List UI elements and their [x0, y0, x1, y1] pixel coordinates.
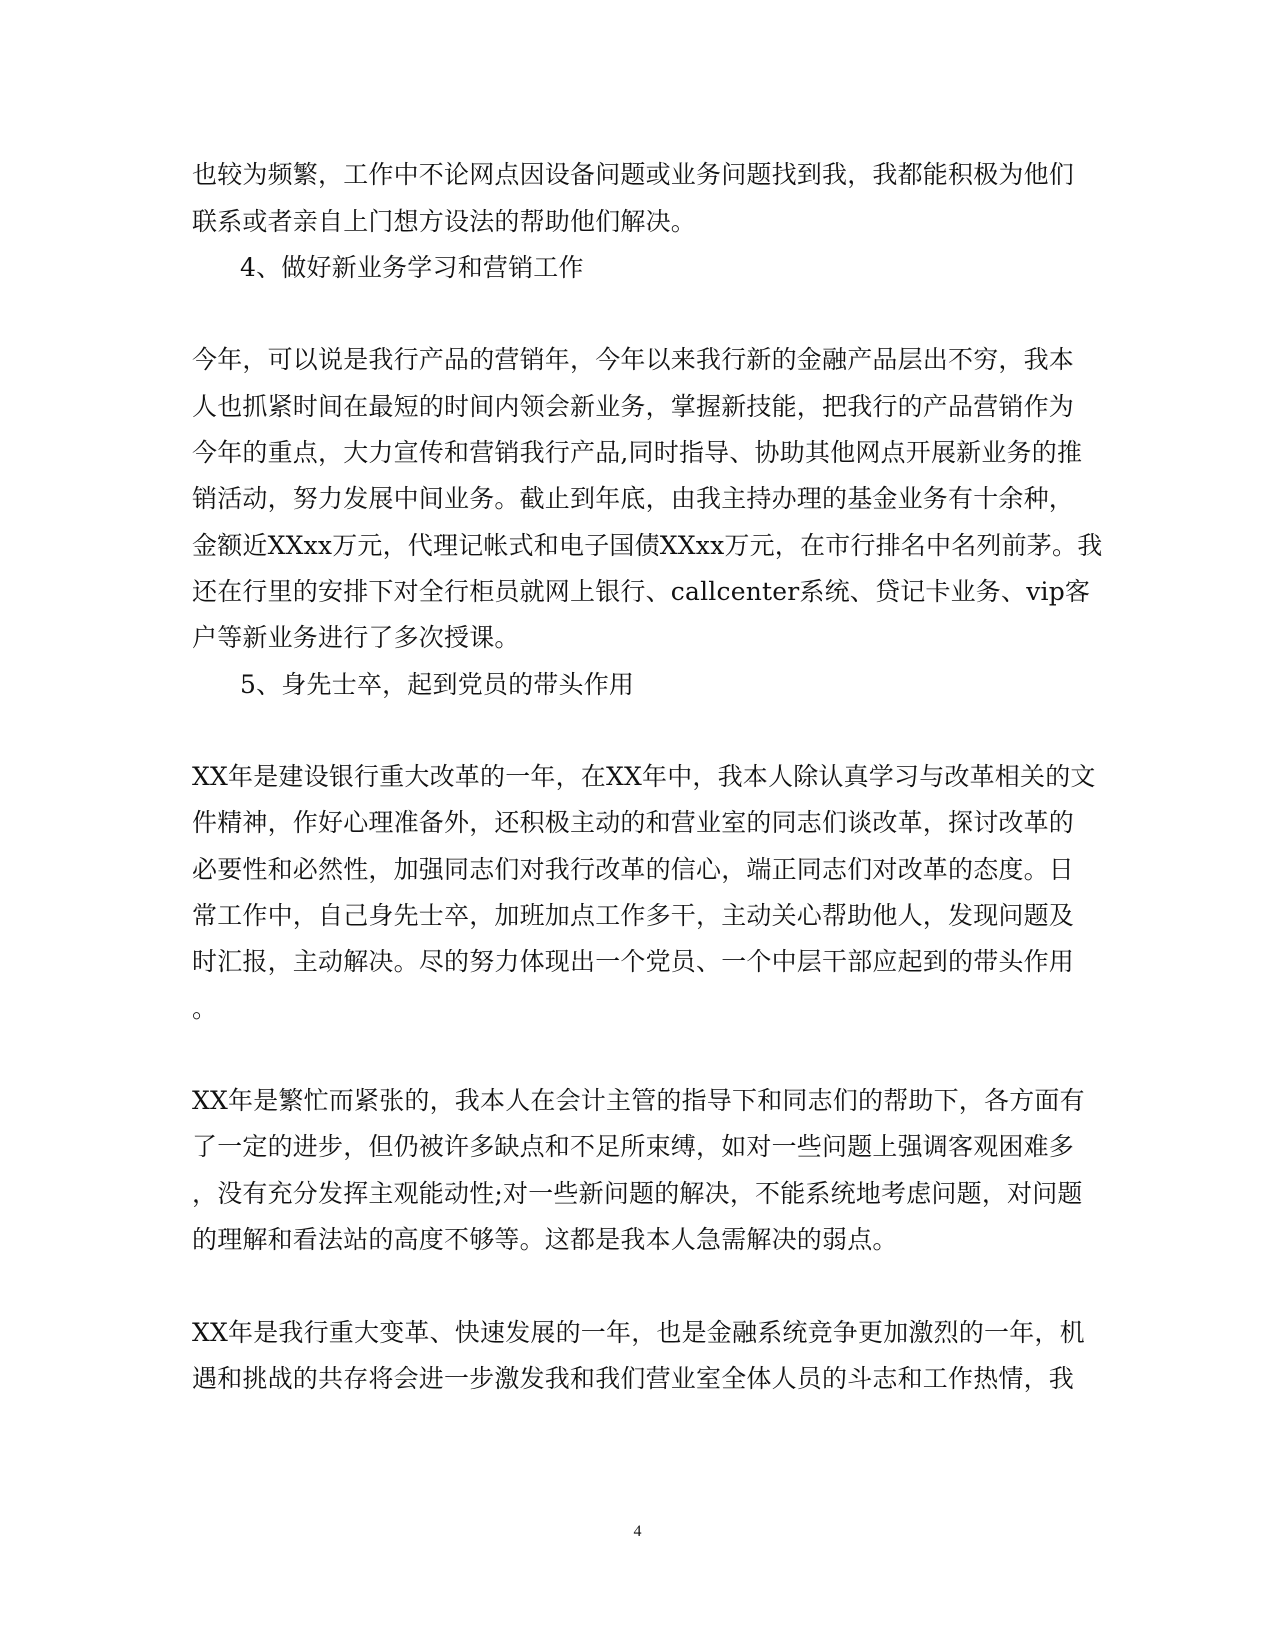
paragraph-line: XX年是繁忙而紧张的，我本人在会计主管的指导下和同志们的帮助下，各方面有	[192, 1086, 1085, 1115]
paragraph-line: 金额近XXxx万元，代理记帐式和电子国债XXxx万元，在市行排名中名列前茅。我	[192, 531, 1103, 560]
paragraph-line: ，没有充分发挥主观能动性;对一些新问题的解决，不能系统地考虑问题，对问题	[192, 1179, 1083, 1208]
section-heading-5: 5、身先士卒，起到党员的带头作用	[240, 670, 635, 699]
paragraph-line: 了一定的进步，但仍被许多缺点和不足所束缚，如对一些问题上强调客观困难多	[192, 1132, 1075, 1161]
paragraph-line: 遇和挑战的共存将会进一步激发我和我们营业室全体人员的斗志和工作热情，我	[192, 1364, 1075, 1393]
paragraph-line: 也较为频繁，工作中不论网点因设备问题或业务问题找到我，我都能积极为他们	[192, 160, 1075, 189]
paragraph-line: 人也抓紧时间在最短的时间内领会新业务，掌握新技能，把我行的产品营销作为	[192, 392, 1075, 421]
section-heading-4: 4、做好新业务学习和营销工作	[240, 253, 584, 282]
paragraph-line: 件精神，作好心理准备外，还积极主动的和营业室的同志们谈改革，探讨改革的	[192, 808, 1075, 837]
paragraph-line: 今年的重点，大力宣传和营销我行产品,同时指导、协助其他网点开展新业务的推	[192, 438, 1083, 467]
paragraph-line: 户等新业务进行了多次授课。	[192, 623, 520, 652]
paragraph-line: 常工作中，自己身先士卒，加班加点工作多干，主动关心帮助他人，发现问题及	[192, 901, 1075, 930]
paragraph-line: 还在行里的安排下对全行柜员就网上银行、callcenter系统、贷记卡业务、vip客	[192, 577, 1091, 606]
paragraph-line: 今年，可以说是我行产品的营销年，今年以来我行新的金融产品层出不穷，我本	[192, 345, 1075, 374]
page-number: 4	[633, 1523, 642, 1540]
paragraph-line: XX年是建设银行重大改革的一年，在XX年中，我本人除认真学习与改革相关的文	[192, 762, 1096, 791]
paragraph-line: 销活动，努力发展中间业务。截止到年底，由我主持办理的基金业务有十余种，	[192, 484, 1075, 513]
paragraph-line: 必要性和必然性，加强同志们对我行改革的信心，端正同志们对改革的态度。日	[192, 855, 1075, 884]
paragraph-line: 时汇报，主动解决。尽的努力体现出一个党员、一个中层干部应起到的带头作用	[192, 947, 1075, 976]
paragraph-line: 。	[192, 994, 218, 1023]
paragraph-line: XX年是我行重大变革、快速发展的一年，也是金融系统竞争更加激烈的一年，机	[192, 1318, 1085, 1347]
paragraph-line: 的理解和看法站的高度不够等。这都是我本人急需解决的弱点。	[192, 1225, 898, 1254]
paragraph-line: 联系或者亲自上门想方设法的帮助他们解决。	[192, 207, 697, 236]
